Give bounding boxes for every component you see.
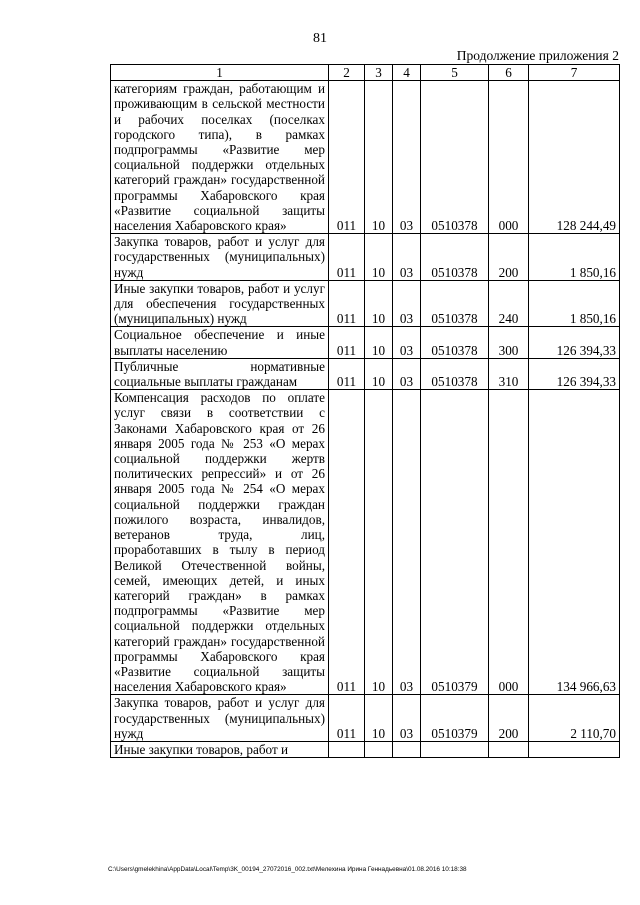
row-expense-type: 200 xyxy=(489,695,529,742)
row-section: 10 xyxy=(365,327,393,358)
header-col-7: 7 xyxy=(529,65,620,81)
header-col-5: 5 xyxy=(421,65,489,81)
row-section: 10 xyxy=(365,234,393,281)
row-target-article: 0510378 xyxy=(421,280,489,327)
row-admin-code: 011 xyxy=(329,234,365,281)
row-admin-code: 011 xyxy=(329,81,365,234)
row-admin-code: 011 xyxy=(329,390,365,695)
budget-table xyxy=(110,64,620,758)
header-col-6: 6 xyxy=(489,65,529,81)
table-row xyxy=(111,280,620,327)
row-name: Иные закупки товаров, работ и xyxy=(111,741,329,757)
row-target-article xyxy=(421,741,489,757)
row-expense-type: 240 xyxy=(489,280,529,327)
row-target-article: 0510379 xyxy=(421,390,489,695)
table-header-row xyxy=(111,65,620,81)
row-subsection: 03 xyxy=(393,81,421,234)
row-section: 10 xyxy=(365,280,393,327)
table-row xyxy=(111,390,620,695)
header-col-2: 2 xyxy=(329,65,365,81)
row-subsection: 03 xyxy=(393,280,421,327)
row-expense-type: 000 xyxy=(489,81,529,234)
row-admin-code: 011 xyxy=(329,327,365,358)
row-admin-code xyxy=(329,741,365,757)
row-target-article: 0510378 xyxy=(421,234,489,281)
row-amount: 126 394,33 xyxy=(529,327,620,358)
row-amount: 2 110,70 xyxy=(529,695,620,742)
row-expense-type: 200 xyxy=(489,234,529,281)
row-target-article: 0510378 xyxy=(421,327,489,358)
table-row xyxy=(111,234,620,281)
continuation-label: Продолжение приложения 2 xyxy=(456,48,619,63)
row-admin-code: 011 xyxy=(329,280,365,327)
row-expense-type xyxy=(489,741,529,757)
row-section: 10 xyxy=(365,81,393,234)
row-name: Публичные нормативные социальные выплаты гражданам xyxy=(111,358,329,389)
row-name: Социальное обеспечение и иные выплаты населению xyxy=(111,327,329,358)
row-expense-type: 310 xyxy=(489,358,529,389)
header-col-3: 3 xyxy=(365,65,393,81)
row-subsection: 03 xyxy=(393,358,421,389)
row-section: 10 xyxy=(365,358,393,389)
row-section xyxy=(365,741,393,757)
row-section: 10 xyxy=(365,390,393,695)
footer-file-path: C:\Users\gmelekhina\AppData\Local\Temp\3K_00194_27072016_002.txt\Мелехина Ирина Геннадьевна\01.08.2016 10:18:38 xyxy=(108,866,467,873)
row-amount xyxy=(529,741,620,757)
row-subsection: 03 xyxy=(393,695,421,742)
row-subsection: 03 xyxy=(393,327,421,358)
table-row xyxy=(111,327,620,358)
row-target-article: 0510378 xyxy=(421,358,489,389)
row-expense-type: 300 xyxy=(489,327,529,358)
row-name: Закупка товаров, работ и услуг для государственных (муниципальных) нужд xyxy=(111,234,329,281)
page-number: 81 xyxy=(313,31,327,46)
row-name: категориям граждан, работающим и проживающим в сельской местности и рабочих поселках (поселках городского типа), в рамках подпрограммы «Развитие мер социальной поддержки отдельных категорий граждан» государственной программы Хабаровского края «Развитие социальной защиты населения Хабаровского края» xyxy=(111,81,329,234)
row-name: Закупка товаров, работ и услуг для государственных (муниципальных) нужд xyxy=(111,695,329,742)
row-amount: 126 394,33 xyxy=(529,358,620,389)
table-row xyxy=(111,741,620,757)
table-row xyxy=(111,358,620,389)
table-row xyxy=(111,695,620,742)
header-col-4: 4 xyxy=(393,65,421,81)
row-admin-code: 011 xyxy=(329,358,365,389)
row-subsection xyxy=(393,741,421,757)
row-amount: 134 966,63 xyxy=(529,390,620,695)
row-admin-code: 011 xyxy=(329,695,365,742)
row-name: Иные закупки товаров, работ и услуг для обеспечения государственных (муниципальных) нужд xyxy=(111,280,329,327)
row-subsection: 03 xyxy=(393,234,421,281)
row-name: Компенсация расходов по оплате услуг связи в соответствии с Законами Хабаровского края от 26 января 2005 года № 253 «О мерах социальной поддержки жертв политических репрессий» и от 26 января 2005 года № 254 «О мерах социальной поддержки граждан пожилого возраста, инвалидов, ветеранов труда, лиц, проработавших в тылу в период Великой Отечественной войны, семей, имеющих детей, и иных категорий граждан» в рамках подпрограммы «Развитие мер социальной поддержки отдельных категорий граждан» государственной программы Хабаровского края «Развитие социальной защиты населения Хабаровского края» xyxy=(111,390,329,695)
row-section: 10 xyxy=(365,695,393,742)
row-amount: 1 850,16 xyxy=(529,234,620,281)
row-target-article: 0510379 xyxy=(421,695,489,742)
header-col-1: 1 xyxy=(111,65,329,81)
row-amount: 1 850,16 xyxy=(529,280,620,327)
table-row xyxy=(111,81,620,234)
row-subsection: 03 xyxy=(393,390,421,695)
row-expense-type: 000 xyxy=(489,390,529,695)
row-amount: 128 244,49 xyxy=(529,81,620,234)
row-target-article: 0510378 xyxy=(421,81,489,234)
